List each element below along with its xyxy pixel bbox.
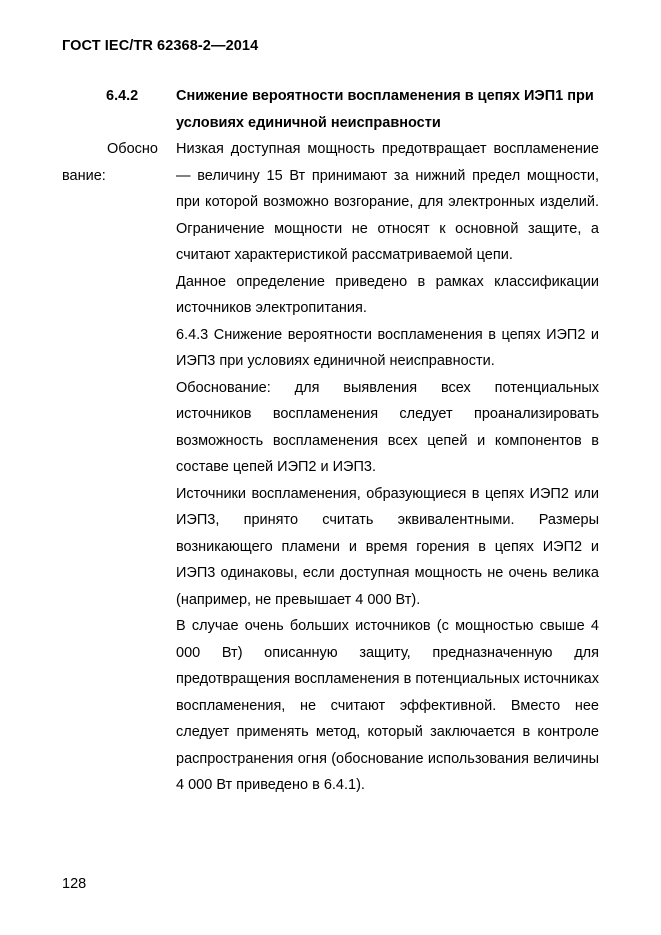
section-number: 6.4.2 <box>106 88 139 104</box>
paragraph: 6.4.3 Снижение вероятности воспламенения в цепях ИЭП2 и ИЭП3 при условиях единичной неисправности. <box>176 326 599 369</box>
section-title: Снижение вероятности воспламенения в цепях ИЭП1 при условиях единичной неисправности <box>176 88 594 131</box>
paragraph: Низкая доступная мощность предотвращает воспламенение — величину 15 Вт принимают за нижний предел мощности, при которой возможно возгорание, для электронных изделий. Ограничение мощности не относят к основной защите, а считают характеристикой рассматриваемой цепи. <box>176 141 599 263</box>
page-number: 128 <box>62 876 87 892</box>
rationale-label <box>62 136 158 189</box>
paragraph: Данное определение приведено в рамках классификации источников электропитания. <box>176 273 599 316</box>
body-text <box>176 136 599 799</box>
rationale-label-line2: вание: <box>62 167 106 184</box>
paragraph: Источники воспламенения, образующиеся в цепях ИЭП2 или ИЭП3, принято считать эквивалентными. Размеры возникающего пламени и время горения в цепях ИЭП2 и ИЭП3 одинаковы, если доступная мощность не очень велика (например, не превышает 4 000 Вт). <box>176 485 599 608</box>
rationale-label-line1: Обосно <box>107 141 158 157</box>
paragraph: Обоснование: для выявления всех потенциальных источников воспламенения следует проанализировать возможность воспламенения всех цепей и компонентов в составе цепей ИЭП2 и ИЭП3. <box>176 379 599 475</box>
document-header: ГОСТ IEC/TR 62368-2—2014 <box>62 38 259 54</box>
paragraph: В случае очень больших источников (с мощностью свыше 4 000 Вт) описанную защиту, предназначенную для предотвращения воспламенения в потенциальных источниках воспламенения, не считают эффективной. Вместо нее следует применять метод, который заключается в контроле распространения огня (обоснование использования величины 4 000 Вт приведено в 6.4.1). <box>176 618 599 793</box>
